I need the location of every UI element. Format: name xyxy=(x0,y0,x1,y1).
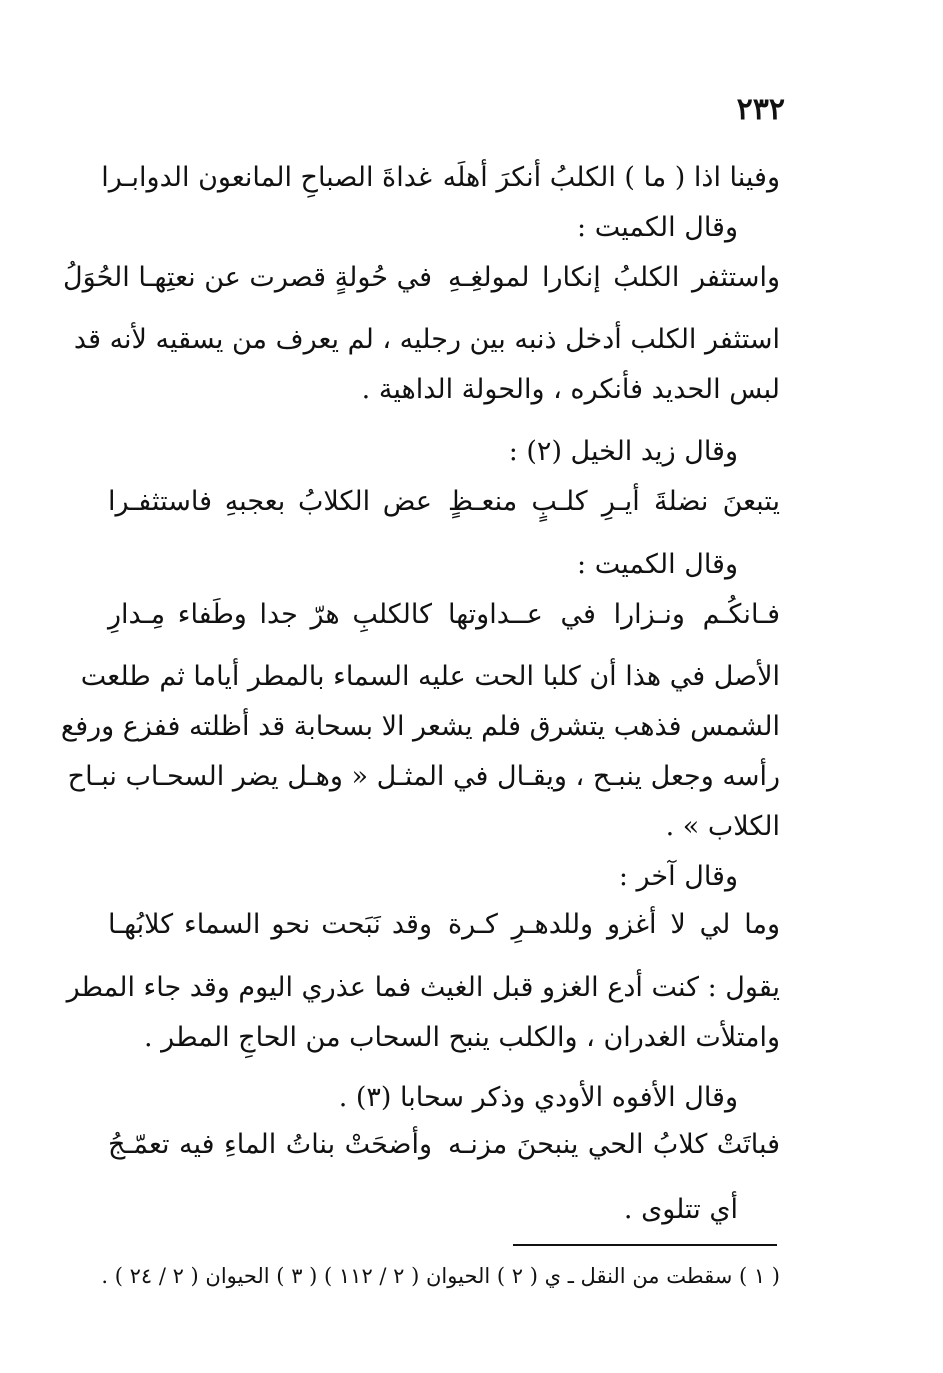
footnote-divider xyxy=(513,1244,777,1246)
verse-intro-1: وقال الكميت : xyxy=(577,212,738,243)
verse-3-first-hemistich: يتبعنَ نضلةَ أيـرِ كلـبٍ منعـظٍ xyxy=(448,486,780,517)
commentary-line: رأسه وجعل ينبـح ، ويقـال في المثـل « وهـل يضر السحـاب نبـاح xyxy=(67,761,780,792)
commentary-line: الأصل في هذا أن كلبا الحت عليه السماء بالمطر أياما ثم طلعت xyxy=(80,661,780,692)
verse-4-first-hemistich: فـانكُـم ونـزارا في عــداوتها xyxy=(448,599,780,630)
verse-1-first-hemistich: وفينا اذا ( ما ) الكلبُ أنكرَ أهلَه xyxy=(442,162,780,193)
verse-intro-3: وقال الكميت : xyxy=(577,549,738,580)
verse-2-second-hemistich: في حُولةٍ قصرت عن نعتِهـا الحُوَلُ xyxy=(63,262,432,293)
verse-5-first-hemistich: وما لي لا أغزو وللدهـرِ كـرة xyxy=(448,909,780,940)
commentary-line: استثفر الكلب أدخل ذنبه بين رجليه ، لم يعرف من يسقيه لأنه قد xyxy=(73,324,780,355)
commentary-line: يقول : كنت أدع الغزو قبل الغيث فما عذري اليوم وقد جاء المطر xyxy=(66,972,780,1003)
commentary-line: وامتلأت الغدران ، والكلب ينبح السحاب من الحاجِ المطر . xyxy=(144,1022,780,1053)
verse-3-second-hemistich: عض الكلابُ بعجبهِ فاستثفـرا xyxy=(108,486,432,517)
page-number: ٢٣٢ xyxy=(736,92,785,127)
verse-intro-2: وقال زيد الخيل (٢) : xyxy=(508,436,738,467)
verse-4-second-hemistich: كالكلبِ هرّ جدا وطَفاء مِـدارِ xyxy=(108,599,432,630)
footnotes: ( ١ ) سقطت من النقل ـ ي ( ٢ ) الحيوان ( ٢ / ١١٢ ) ( ٣ ) الحيوان ( ٢ / ٢٤ ) . xyxy=(101,1264,780,1288)
verse-6-first-hemistich: فباتَتْ كلابُ الحي ينبحنَ مزنـه xyxy=(448,1129,780,1160)
commentary-line: أي تتلوى . xyxy=(623,1194,738,1225)
commentary-line: لبس الحديد فأنكره ، والحولة الداهية . xyxy=(361,374,780,405)
commentary-line: الكلاب » . xyxy=(665,811,780,842)
verse-intro-4: وقال آخر : xyxy=(618,861,738,892)
verse-5-second-hemistich: وقد نَبَحت نحو السماء كلابُهـا xyxy=(108,909,432,940)
verse-1-second-hemistich: غداةَ الصباحِ المانعون الدوابـرا xyxy=(101,162,432,193)
commentary-line: الشمس فذهب يتشرق فلم يشعر الا بسحابة قد أظلته ففزع ورفع xyxy=(60,711,780,742)
verse-6-second-hemistich: وأضحَتْ بناتُ الماءِ فيه تعمّـجُ xyxy=(108,1129,432,1160)
verse-2-first-hemistich: واستثفر الكلبُ إنكارا لمولغِـهِ xyxy=(448,262,780,293)
verse-intro-5: وقال الأفوه الأودي وذكر سحابا (٣) . xyxy=(338,1082,738,1113)
